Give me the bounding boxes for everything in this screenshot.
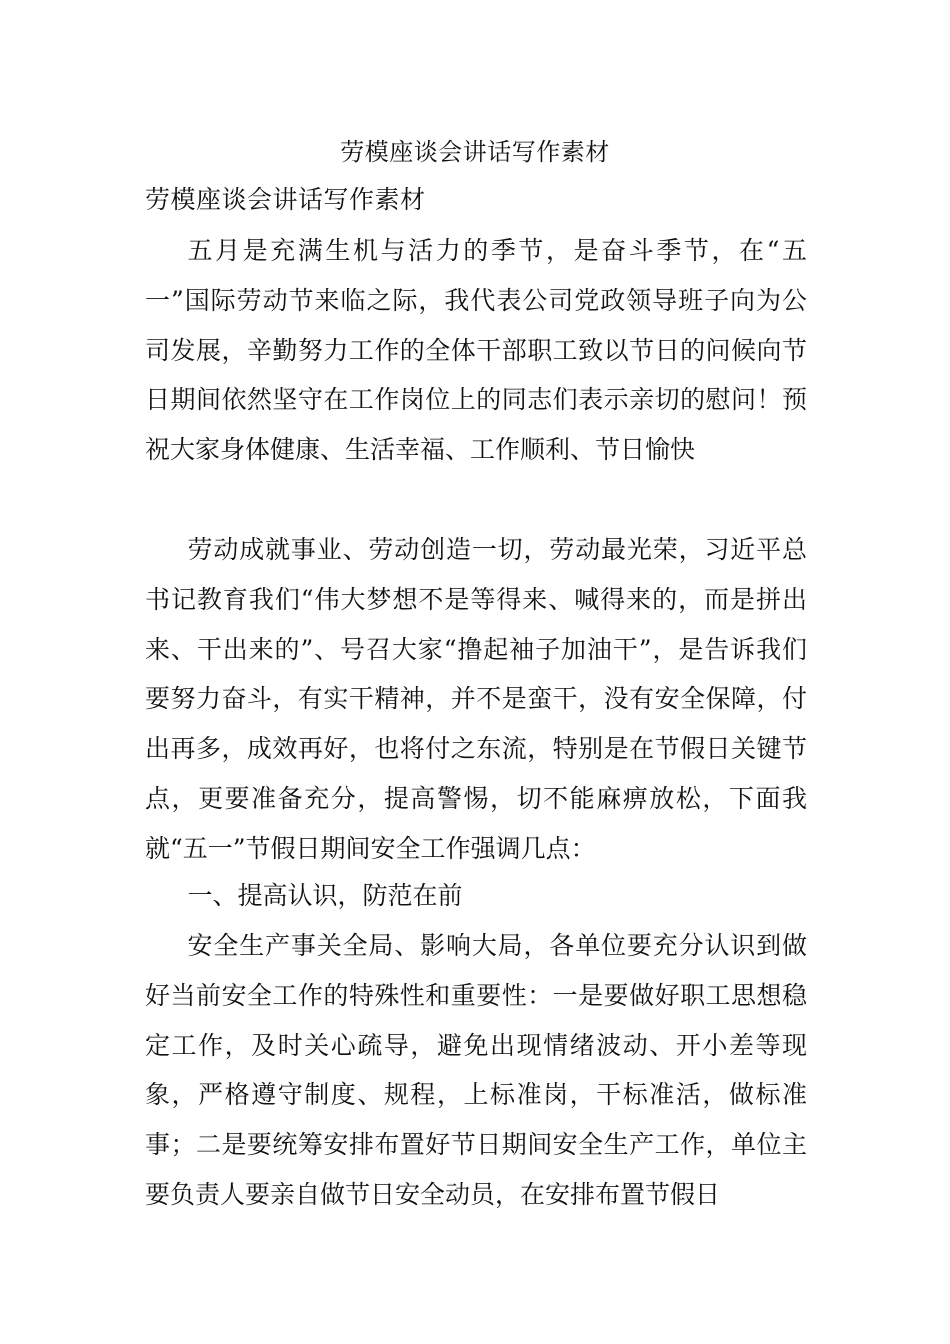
paragraph-safety: 安全生产事关全局、影响大局，各单位要充分认识到做好当前安全工作的特殊性和重要性：一是要做好职工思想稳定工作，及时关心疏导，避免出现情绪波动、开小差等现象，严格遵守制度、规程，上标准岗，干标准活，做标准事；二是要统筹安排布置好节日期间安全生产工作，单位主要负责人要亲自做节日安全动员，在安排布置节假日 <box>145 931 807 1209</box>
document-title: 劳模座谈会讲话写作素材 <box>340 138 610 166</box>
document-subtitle: 劳模座谈会讲话写作素材 <box>145 185 426 214</box>
section-heading-1: 一、提高认识，防范在前 <box>187 881 463 910</box>
paragraph-labor: 劳动成就事业、劳动创造一切，劳动最光荣，习近平总书记教育我们“伟大梦想不是等得来、喊得来的，而是拼出来、干出来的”、号召大家“撸起袖子加油干”，是告诉我们要努力奋斗，有实干精神，并不是蛮干，没有安全保障，付出再多，成效再好，也将付之东流，特别是在节假日关键节点，更要准备充分，提高警惕，切不能麻痹放松，下面我就“五一”节假日期间安全工作强调几点： <box>145 535 807 863</box>
paragraph-greeting: 五月是充满生机与活力的季节，是奋斗季节，在“五一”国际劳动节来临之际，我代表公司党政领导班子向为公司发展，辛勤努力工作的全体干部职工致以节日的问候向节日期间依然坚守在工作岗位上的同志们表示亲切的慰问！预祝大家身体健康、生活幸福、工作顺利、节日愉快 <box>145 236 807 465</box>
